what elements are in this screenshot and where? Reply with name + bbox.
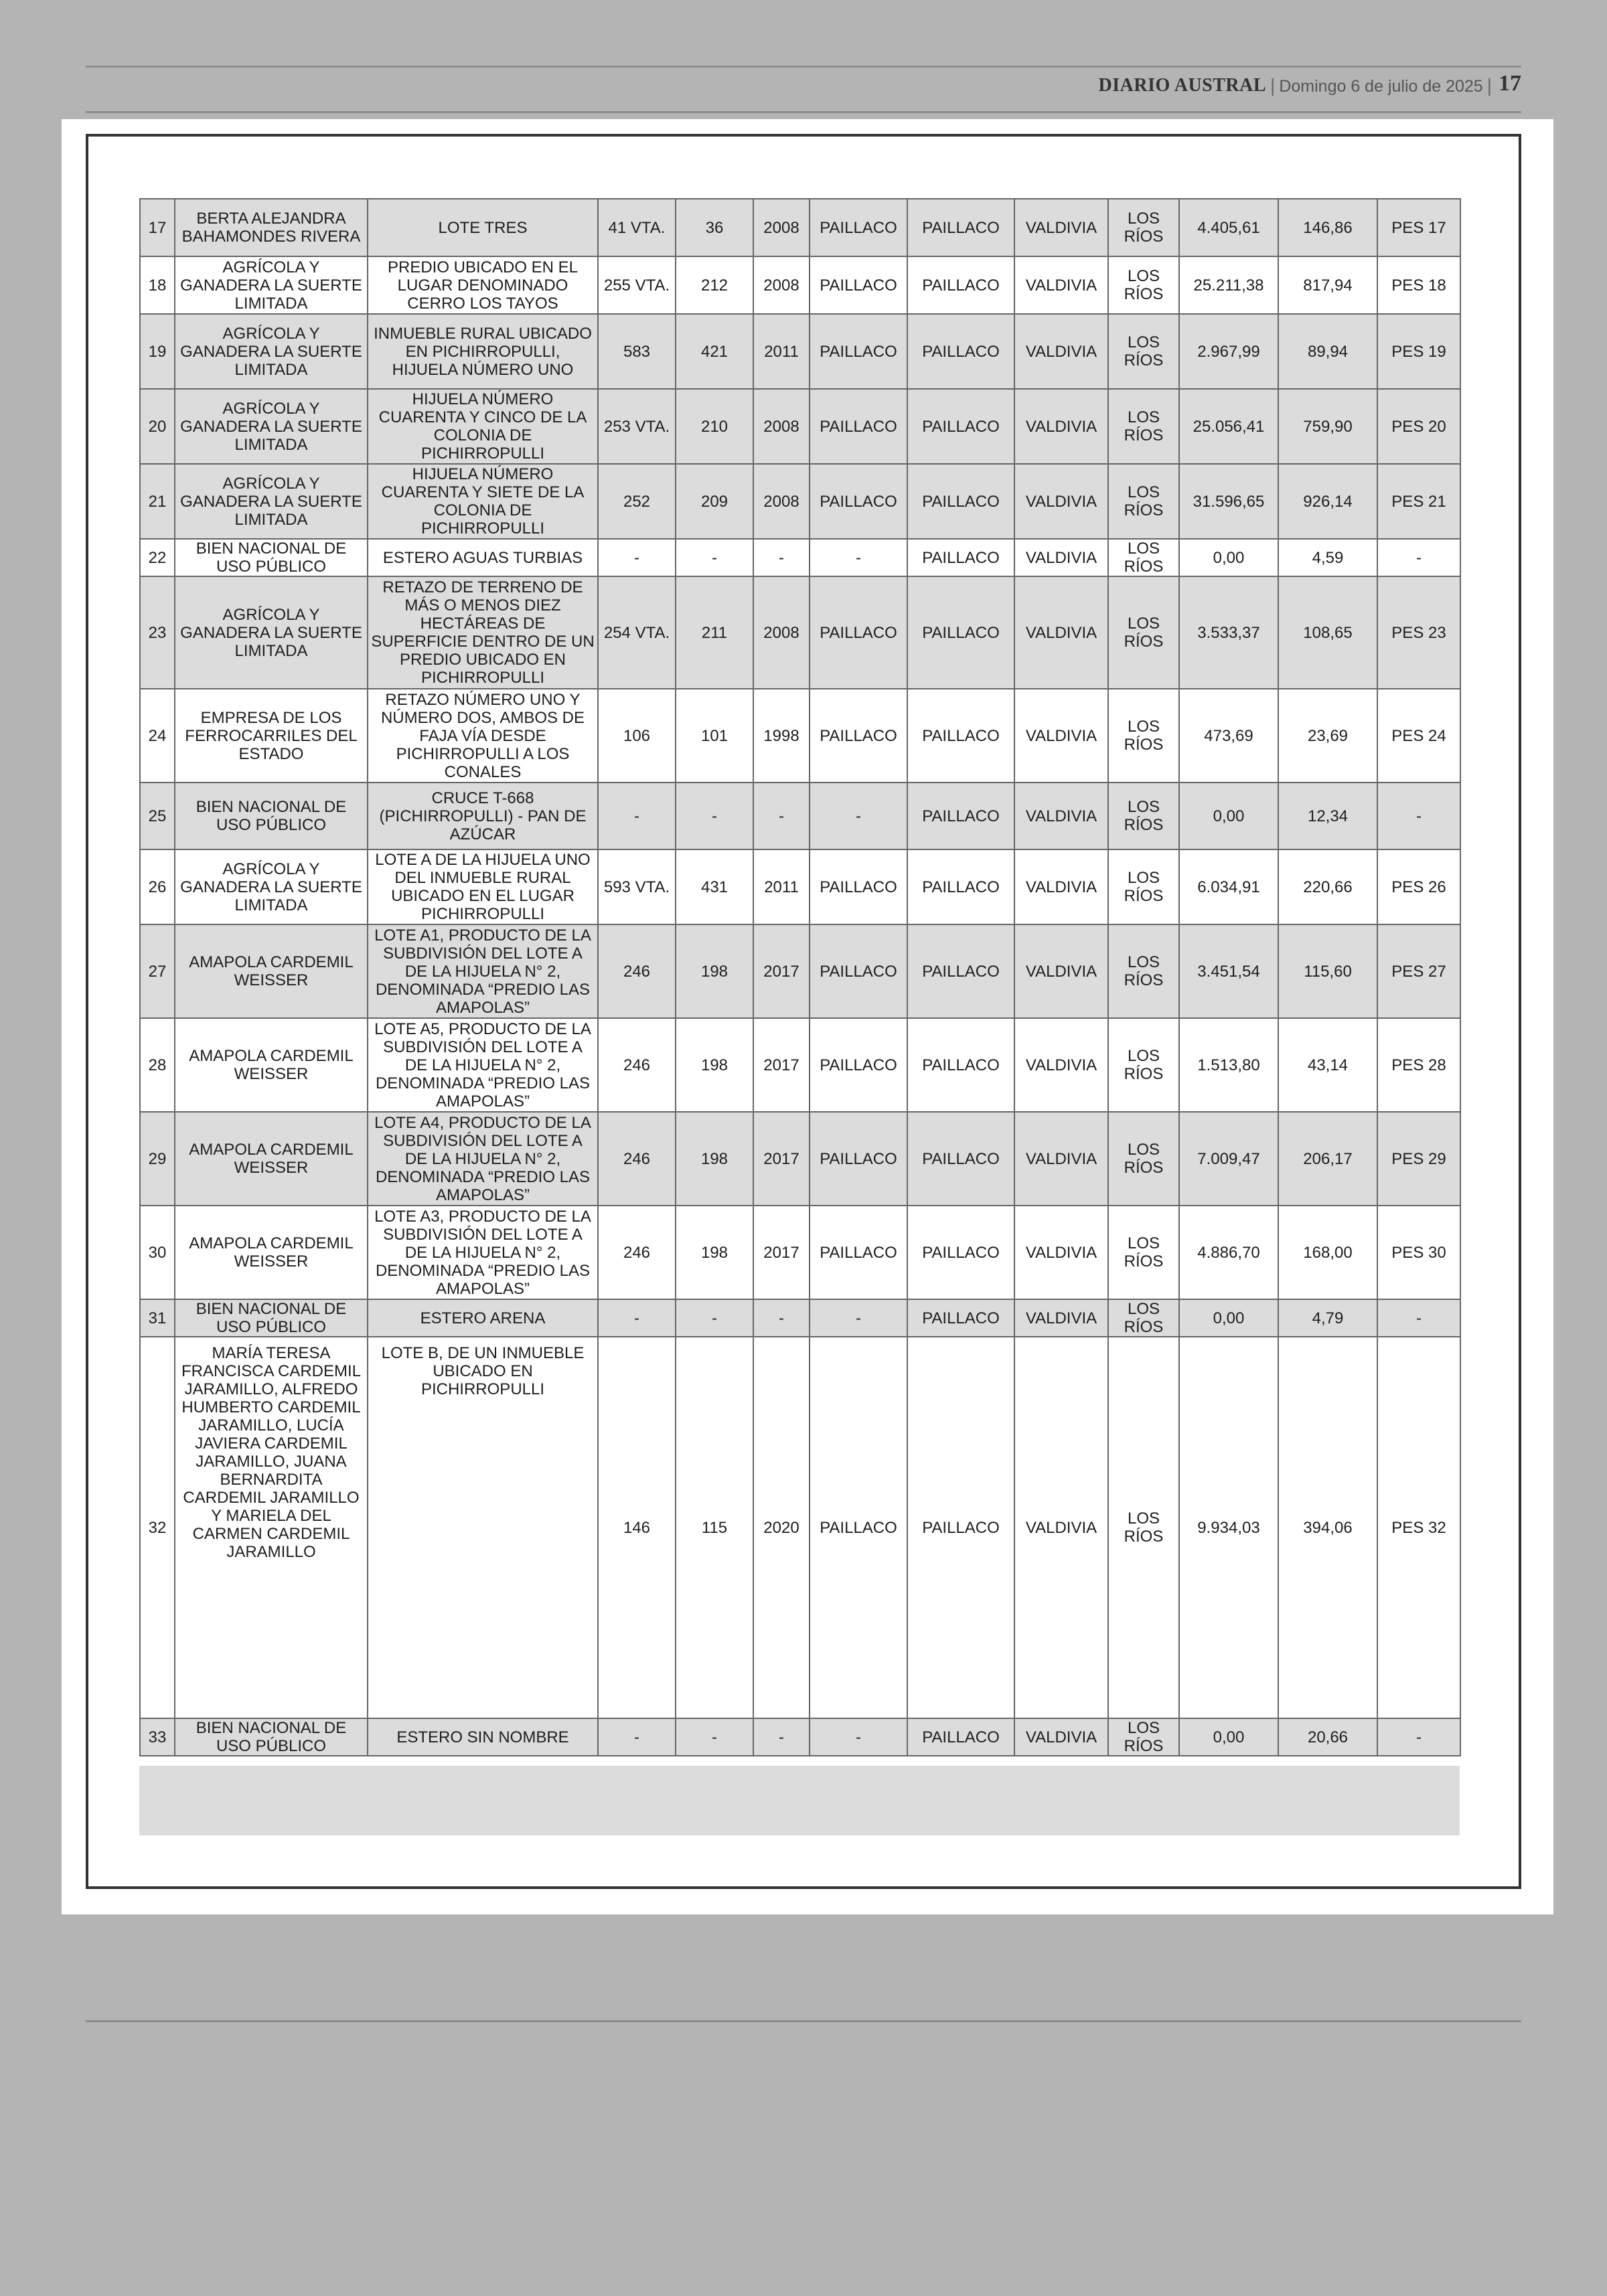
surface-m2: 3.451,54 — [1179, 924, 1278, 1018]
area-value: 168,00 — [1278, 1206, 1377, 1299]
inscription-number: 211 — [676, 576, 753, 689]
plan-code: PES 23 — [1377, 576, 1460, 689]
property-table — [139, 198, 1461, 1756]
surface-m2: 25.056,41 — [1179, 389, 1278, 464]
registry-office: PAILLACO — [810, 314, 907, 389]
owner-name: BIEN NACIONAL DE USO PÚBLICO — [175, 783, 368, 849]
table-row — [140, 849, 1460, 924]
plan-code: PES 24 — [1377, 689, 1460, 783]
province: VALDIVIA — [1014, 199, 1108, 256]
row-number: 25 — [140, 783, 175, 849]
masthead-separator-2: | — [1486, 75, 1492, 96]
registry-office: PAILLACO — [810, 849, 907, 924]
surface-m2: 25.211,38 — [1179, 256, 1278, 314]
property-description: ESTERO AGUAS TURBIAS — [368, 539, 598, 576]
table-row — [140, 314, 1460, 389]
fojas: 254 VTA. — [598, 576, 676, 689]
commune: PAILLACO — [907, 849, 1014, 924]
inscription-number: - — [676, 539, 753, 576]
commune: PAILLACO — [907, 389, 1014, 464]
area-value: 20,66 — [1278, 1718, 1377, 1756]
region: LOS RÍOS — [1108, 199, 1179, 256]
surface-m2: 1.513,80 — [1179, 1018, 1278, 1112]
inscription-number: 101 — [676, 689, 753, 783]
fojas: 246 — [598, 1112, 676, 1206]
property-description: RETAZO NÚMERO UNO Y NÚMERO DOS, AMBOS DE FAJA VÍA DESDE PICHIRROPULLI A LOS CONALES — [368, 689, 598, 783]
masthead-separator: | — [1270, 75, 1276, 96]
inscription-year: 2020 — [753, 1337, 810, 1718]
fojas: 41 VTA. — [598, 199, 676, 256]
header-rule — [86, 111, 1521, 113]
fojas: - — [598, 783, 676, 849]
region: LOS RÍOS — [1108, 1718, 1179, 1756]
commune: PAILLACO — [907, 314, 1014, 389]
registry-office: PAILLACO — [810, 464, 907, 539]
owner-name: BERTA ALEJANDRA BAHAMONDES RIVERA — [175, 199, 368, 256]
row-number: 31 — [140, 1299, 175, 1337]
property-description: CRUCE T-668 (PICHIRROPULLI) - PAN DE AZÚCAR — [368, 783, 598, 849]
inscription-year: 2008 — [753, 256, 810, 314]
table-row — [140, 1337, 1460, 1718]
table-row — [140, 1718, 1460, 1756]
owner-name: AMAPOLA CARDEMIL WEISSER — [175, 1206, 368, 1299]
region: LOS RÍOS — [1108, 924, 1179, 1018]
row-number: 30 — [140, 1206, 175, 1299]
commune: PAILLACO — [907, 199, 1014, 256]
row-number: 22 — [140, 539, 175, 576]
area-value: 43,14 — [1278, 1018, 1377, 1112]
surface-m2: 0,00 — [1179, 1718, 1278, 1756]
surface-m2: 6.034,91 — [1179, 849, 1278, 924]
row-number: 21 — [140, 464, 175, 539]
surface-m2: 0,00 — [1179, 783, 1278, 849]
inscription-number: 115 — [676, 1337, 753, 1718]
province: VALDIVIA — [1014, 1018, 1108, 1112]
inscription-number: 209 — [676, 464, 753, 539]
table-row — [140, 924, 1460, 1018]
fojas: 593 VTA. — [598, 849, 676, 924]
surface-m2: 4.886,70 — [1179, 1206, 1278, 1299]
inscription-year: 2017 — [753, 924, 810, 1018]
property-description: ESTERO ARENA — [368, 1299, 598, 1337]
area-value: 220,66 — [1278, 849, 1377, 924]
inscription-year: 2008 — [753, 389, 810, 464]
inscription-number: 198 — [676, 924, 753, 1018]
commune: PAILLACO — [907, 783, 1014, 849]
province: VALDIVIA — [1014, 689, 1108, 783]
commune: PAILLACO — [907, 1299, 1014, 1337]
registry-office: PAILLACO — [810, 1337, 907, 1718]
inscription-year: 2011 — [753, 314, 810, 389]
registry-office: - — [810, 1299, 907, 1337]
commune: PAILLACO — [907, 464, 1014, 539]
province: VALDIVIA — [1014, 314, 1108, 389]
fojas: 246 — [598, 1206, 676, 1299]
region: LOS RÍOS — [1108, 689, 1179, 783]
area-value: 115,60 — [1278, 924, 1377, 1018]
inscription-number: 421 — [676, 314, 753, 389]
surface-m2: 473,69 — [1179, 689, 1278, 783]
plan-code: PES 27 — [1377, 924, 1460, 1018]
inscription-number: 431 — [676, 849, 753, 924]
inscription-year: 2017 — [753, 1112, 810, 1206]
row-number: 24 — [140, 689, 175, 783]
row-number: 27 — [140, 924, 175, 1018]
region: LOS RÍOS — [1108, 1206, 1179, 1299]
plan-code: PES 26 — [1377, 849, 1460, 924]
plan-code: PES 29 — [1377, 1112, 1460, 1206]
area-value: 394,06 — [1278, 1337, 1377, 1718]
province: VALDIVIA — [1014, 783, 1108, 849]
area-value: 146,86 — [1278, 199, 1377, 256]
owner-name: BIEN NACIONAL DE USO PÚBLICO — [175, 539, 368, 576]
area-value: 817,94 — [1278, 256, 1377, 314]
registry-office: PAILLACO — [810, 576, 907, 689]
table-row — [140, 1112, 1460, 1206]
registry-office: PAILLACO — [810, 1018, 907, 1112]
property-description: LOTE A3, PRODUCTO DE LA SUBDIVISIÓN DEL LOTE A DE LA HIJUELA N° 2, DENOMINADA “PREDIO LAS AMAPOLAS” — [368, 1206, 598, 1299]
province: VALDIVIA — [1014, 1112, 1108, 1206]
region: LOS RÍOS — [1108, 1299, 1179, 1337]
property-description: RETAZO DE TERRENO DE MÁS O MENOS DIEZ HECTÁREAS DE SUPERFICIE DENTRO DE UN PREDIO UBICADO EN PICHIRROPULLI — [368, 576, 598, 689]
commune: PAILLACO — [907, 256, 1014, 314]
area-value: 4,59 — [1278, 539, 1377, 576]
registry-office: PAILLACO — [810, 199, 907, 256]
inscription-year: 2008 — [753, 464, 810, 539]
region: LOS RÍOS — [1108, 576, 1179, 689]
owner-name: AMAPOLA CARDEMIL WEISSER — [175, 924, 368, 1018]
fojas: - — [598, 1299, 676, 1337]
area-value: 12,34 — [1278, 783, 1377, 849]
inscription-year: 1998 — [753, 689, 810, 783]
commune: PAILLACO — [907, 1718, 1014, 1756]
row-number: 29 — [140, 1112, 175, 1206]
region: LOS RÍOS — [1108, 314, 1179, 389]
registry-office: - — [810, 783, 907, 849]
fojas: - — [598, 539, 676, 576]
row-number: 19 — [140, 314, 175, 389]
commune: PAILLACO — [907, 1112, 1014, 1206]
province: VALDIVIA — [1014, 464, 1108, 539]
region: LOS RÍOS — [1108, 539, 1179, 576]
province: VALDIVIA — [1014, 924, 1108, 1018]
area-value: 4,79 — [1278, 1299, 1377, 1337]
table-row — [140, 576, 1460, 689]
plan-code: PES 32 — [1377, 1337, 1460, 1718]
surface-m2: 0,00 — [1179, 1299, 1278, 1337]
property-description: LOTE A1, PRODUCTO DE LA SUBDIVISIÓN DEL LOTE A DE LA HIJUELA N° 2, DENOMINADA “PREDIO LAS AMAPOLAS” — [368, 924, 598, 1018]
plan-code: - — [1377, 539, 1460, 576]
province: VALDIVIA — [1014, 849, 1108, 924]
owner-name: EMPRESA DE LOS FERROCARRILES DEL ESTADO — [175, 689, 368, 783]
region: LOS RÍOS — [1108, 1112, 1179, 1206]
registry-office: PAILLACO — [810, 1206, 907, 1299]
registry-office: PAILLACO — [810, 924, 907, 1018]
surface-m2: 31.596,65 — [1179, 464, 1278, 539]
surface-m2: 7.009,47 — [1179, 1112, 1278, 1206]
inscription-number: 36 — [676, 199, 753, 256]
owner-name: AMAPOLA CARDEMIL WEISSER — [175, 1112, 368, 1206]
owner-name: BIEN NACIONAL DE USO PÚBLICO — [175, 1299, 368, 1337]
province: VALDIVIA — [1014, 576, 1108, 689]
plan-code: PES 17 — [1377, 199, 1460, 256]
province: VALDIVIA — [1014, 1206, 1108, 1299]
commune: PAILLACO — [907, 539, 1014, 576]
inscription-number: 210 — [676, 389, 753, 464]
plan-code: PES 19 — [1377, 314, 1460, 389]
owner-name: AGRÍCOLA Y GANADERA LA SUERTE LIMITADA — [175, 464, 368, 539]
owner-name: MARÍA TERESA FRANCISCA CARDEMIL JARAMILLO, ALFREDO HUMBERTO CARDEMIL JARAMILLO, LUCÍA JAVIERA CARDEMIL JARAMILLO, JUANA BERNARDITA CARDEMIL JARAMILLO Y MARIELA DEL CARMEN CARDEMIL JARAMILLO — [175, 1337, 368, 1718]
commune: PAILLACO — [907, 1337, 1014, 1718]
registry-office: PAILLACO — [810, 689, 907, 783]
fojas: 252 — [598, 464, 676, 539]
area-value: 23,69 — [1278, 689, 1377, 783]
property-description: HIJUELA NÚMERO CUARENTA Y SIETE DE LA COLONIA DE PICHIRROPULLI — [368, 464, 598, 539]
property-description: LOTE B, DE UN INMUEBLE UBICADO EN PICHIRROPULLI — [368, 1337, 598, 1718]
province: VALDIVIA — [1014, 389, 1108, 464]
property-description: LOTE A4, PRODUCTO DE LA SUBDIVISIÓN DEL LOTE A DE LA HIJUELA N° 2, DENOMINADA “PREDIO LAS AMAPOLAS” — [368, 1112, 598, 1206]
table-row — [140, 1018, 1460, 1112]
plan-code: PES 21 — [1377, 464, 1460, 539]
page-number: 17 — [1499, 71, 1521, 96]
plan-code: PES 18 — [1377, 256, 1460, 314]
plan-code: - — [1377, 783, 1460, 849]
table-row — [140, 1299, 1460, 1337]
property-description: INMUEBLE RURAL UBICADO EN PICHIRROPULLI, HIJUELA NÚMERO UNO — [368, 314, 598, 389]
commune: PAILLACO — [907, 1018, 1014, 1112]
plan-code: - — [1377, 1299, 1460, 1337]
province: VALDIVIA — [1014, 256, 1108, 314]
table-row — [140, 464, 1460, 539]
fojas: 146 — [598, 1337, 676, 1718]
fojas: 246 — [598, 1018, 676, 1112]
commune: PAILLACO — [907, 689, 1014, 783]
fojas: 253 VTA. — [598, 389, 676, 464]
surface-m2: 0,00 — [1179, 539, 1278, 576]
table-row — [140, 389, 1460, 464]
commune: PAILLACO — [907, 1206, 1014, 1299]
province: VALDIVIA — [1014, 1337, 1108, 1718]
area-value: 206,17 — [1278, 1112, 1377, 1206]
inscription-year: - — [753, 1299, 810, 1337]
registry-office: PAILLACO — [810, 1112, 907, 1206]
table-row — [140, 689, 1460, 783]
inscription-number: 198 — [676, 1206, 753, 1299]
owner-name: AGRÍCOLA Y GANADERA LA SUERTE LIMITADA — [175, 314, 368, 389]
fojas: 106 — [598, 689, 676, 783]
footer-band — [139, 1766, 1460, 1835]
property-description: LOTE A DE LA HIJUELA UNO DEL INMUEBLE RURAL UBICADO EN EL LUGAR PICHIRROPULLI — [368, 849, 598, 924]
property-description: PREDIO UBICADO EN EL LUGAR DENOMINADO CERRO LOS TAYOS — [368, 256, 598, 314]
plan-code: - — [1377, 1718, 1460, 1756]
area-value: 926,14 — [1278, 464, 1377, 539]
registry-office: - — [810, 1718, 907, 1756]
owner-name: AGRÍCOLA Y GANADERA LA SUERTE LIMITADA — [175, 389, 368, 464]
owner-name: AGRÍCOLA Y GANADERA LA SUERTE LIMITADA — [175, 849, 368, 924]
row-number: 18 — [140, 256, 175, 314]
table-row — [140, 539, 1460, 576]
owner-name: AGRÍCOLA Y GANADERA LA SUERTE LIMITADA — [175, 256, 368, 314]
inscription-year: - — [753, 783, 810, 849]
inscription-year: 2008 — [753, 199, 810, 256]
table-row — [140, 199, 1460, 256]
inscription-year: 2017 — [753, 1206, 810, 1299]
inscription-year: - — [753, 1718, 810, 1756]
commune: PAILLACO — [907, 924, 1014, 1018]
region: LOS RÍOS — [1108, 256, 1179, 314]
property-description: LOTE A5, PRODUCTO DE LA SUBDIVISIÓN DEL LOTE A DE LA HIJUELA N° 2, DENOMINADA “PREDIO LAS AMAPOLAS” — [368, 1018, 598, 1112]
inscription-number: 198 — [676, 1112, 753, 1206]
registry-office: PAILLACO — [810, 389, 907, 464]
plan-code: PES 28 — [1377, 1018, 1460, 1112]
fojas: - — [598, 1718, 676, 1756]
province: VALDIVIA — [1014, 1299, 1108, 1337]
row-number: 33 — [140, 1718, 175, 1756]
province: VALDIVIA — [1014, 1718, 1108, 1756]
issue-date: Domingo 6 de julio de 2025 — [1279, 77, 1483, 96]
newspaper-name: DIARIO AUSTRAL — [1098, 75, 1267, 96]
table-row — [140, 783, 1460, 849]
surface-m2: 2.967,99 — [1179, 314, 1278, 389]
region: LOS RÍOS — [1108, 464, 1179, 539]
inscription-year: 2011 — [753, 849, 810, 924]
commune: PAILLACO — [907, 576, 1014, 689]
fojas: 255 VTA. — [598, 256, 676, 314]
inscription-number: 212 — [676, 256, 753, 314]
bottom-rule — [86, 2020, 1521, 2022]
surface-m2: 4.405,61 — [1179, 199, 1278, 256]
masthead — [1099, 67, 1521, 96]
table-row — [140, 1206, 1460, 1299]
inscription-year: 2008 — [753, 576, 810, 689]
inscription-number: - — [676, 1718, 753, 1756]
inscription-number: 198 — [676, 1018, 753, 1112]
surface-m2: 3.533,37 — [1179, 576, 1278, 689]
area-value: 108,65 — [1278, 576, 1377, 689]
inscription-number: - — [676, 783, 753, 849]
province: VALDIVIA — [1014, 539, 1108, 576]
fojas: 583 — [598, 314, 676, 389]
area-value: 89,94 — [1278, 314, 1377, 389]
property-description: ESTERO SIN NOMBRE — [368, 1718, 598, 1756]
row-number: 26 — [140, 849, 175, 924]
owner-name: AMAPOLA CARDEMIL WEISSER — [175, 1018, 368, 1112]
region: LOS RÍOS — [1108, 389, 1179, 464]
property-description: LOTE TRES — [368, 199, 598, 256]
table-row — [140, 256, 1460, 314]
registry-office: PAILLACO — [810, 256, 907, 314]
plan-code: PES 20 — [1377, 389, 1460, 464]
surface-m2: 9.934,03 — [1179, 1337, 1278, 1718]
region: LOS RÍOS — [1108, 849, 1179, 924]
row-number: 17 — [140, 199, 175, 256]
inscription-year: 2017 — [753, 1018, 810, 1112]
row-number: 23 — [140, 576, 175, 689]
fojas: 246 — [598, 924, 676, 1018]
region: LOS RÍOS — [1108, 1337, 1179, 1718]
property-description: HIJUELA NÚMERO CUARENTA Y CINCO DE LA COLONIA DE PICHIRROPULLI — [368, 389, 598, 464]
area-value: 759,90 — [1278, 389, 1377, 464]
owner-name: AGRÍCOLA Y GANADERA LA SUERTE LIMITADA — [175, 576, 368, 689]
registry-office: - — [810, 539, 907, 576]
inscription-number: - — [676, 1299, 753, 1337]
inscription-year: - — [753, 539, 810, 576]
plan-code: PES 30 — [1377, 1206, 1460, 1299]
owner-name: BIEN NACIONAL DE USO PÚBLICO — [175, 1718, 368, 1756]
row-number: 28 — [140, 1018, 175, 1112]
row-number: 32 — [140, 1337, 175, 1718]
region: LOS RÍOS — [1108, 783, 1179, 849]
row-number: 20 — [140, 389, 175, 464]
region: LOS RÍOS — [1108, 1018, 1179, 1112]
